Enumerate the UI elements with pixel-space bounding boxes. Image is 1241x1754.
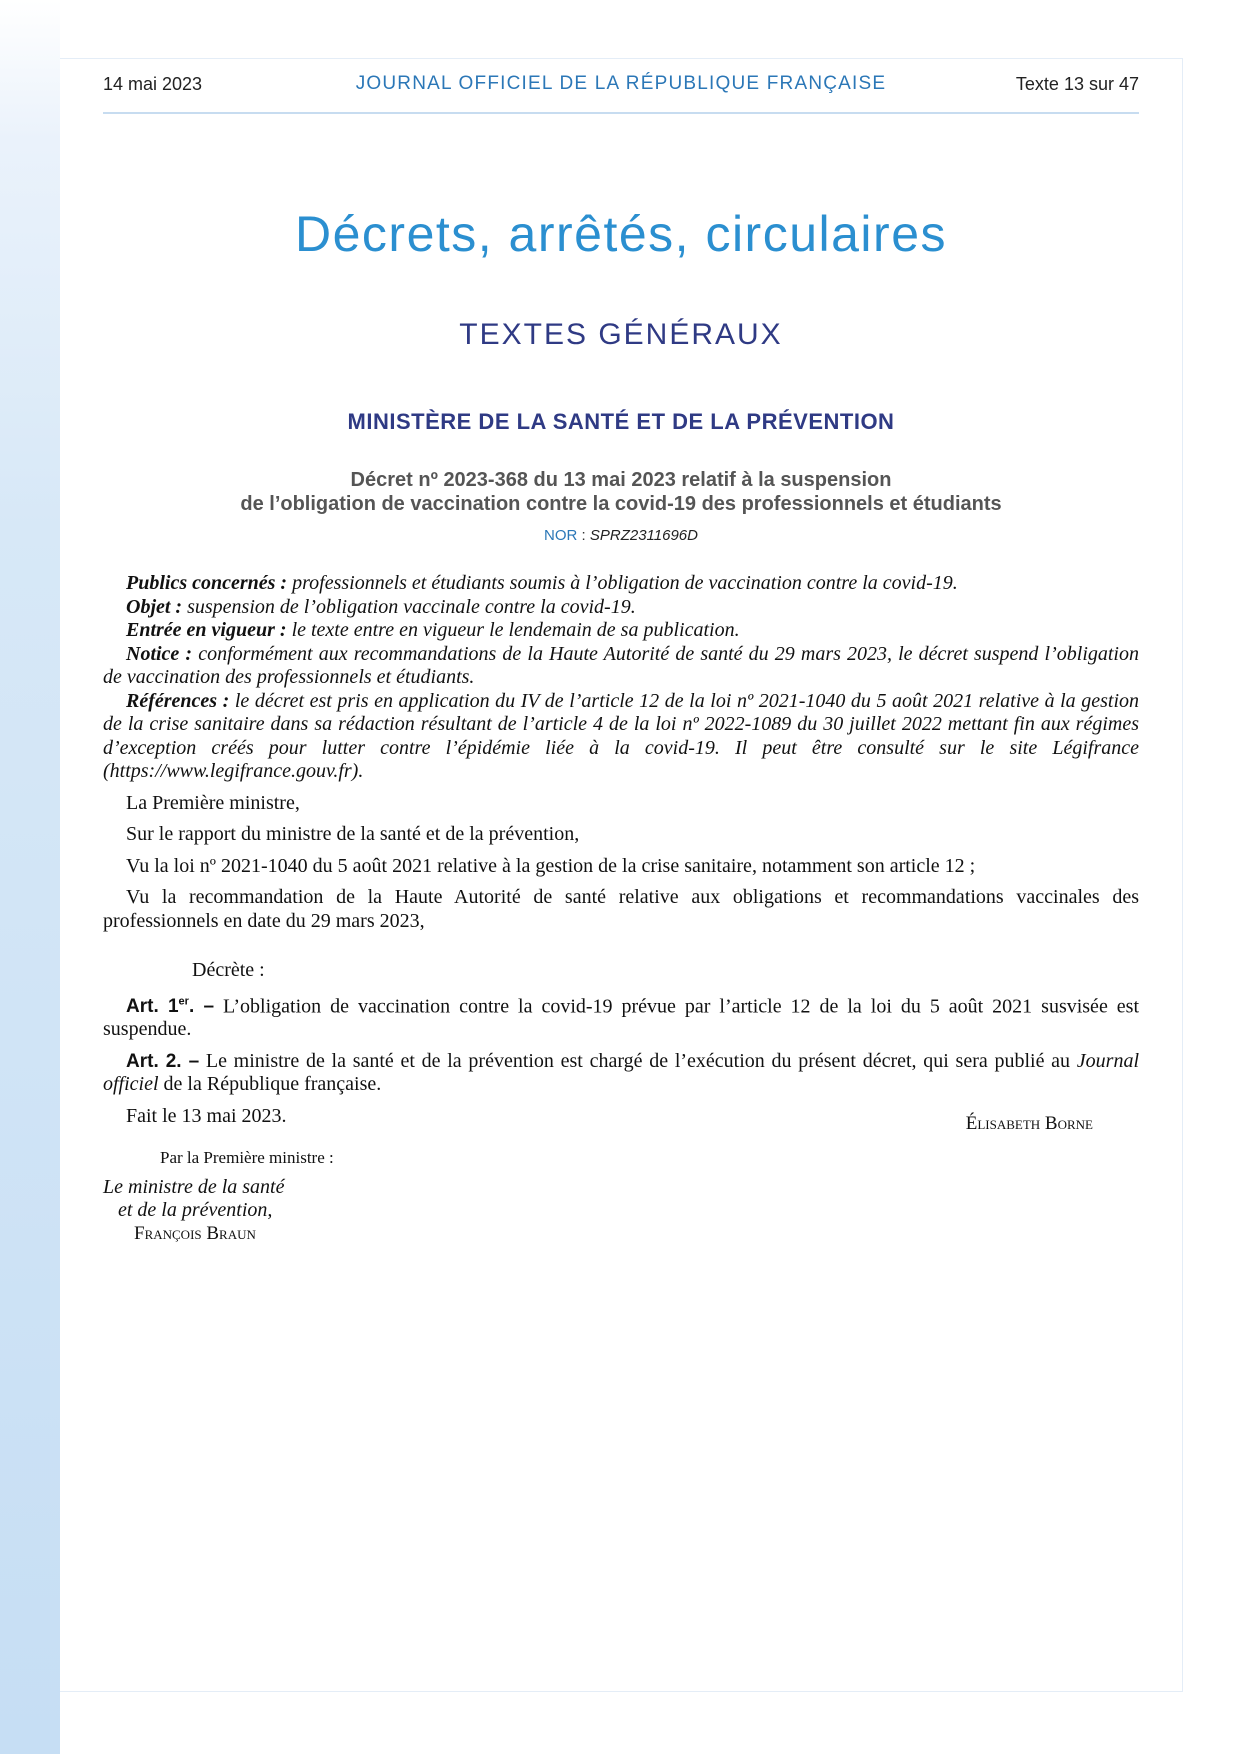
article-2-text-before: Le ministre de la santé et de la prévention est chargé de l’exécution du présent décret, qui sera publié au <box>199 1049 1077 1072</box>
par-la-premiere-ministre: Par la Première ministre : <box>160 1148 334 1167</box>
notice-entree <box>103 619 1139 643</box>
header-date: 14 mai 2023 <box>103 74 203 94</box>
nor-code: SPRZ2311696D <box>589 527 698 544</box>
article-2-text-after: de la République française. <box>158 1073 382 1096</box>
decree-body <box>103 572 1139 1128</box>
header-divider <box>103 112 1139 114</box>
nor-reference <box>103 527 1139 544</box>
header-journal-name: JOURNAL OFFICIEL DE LA RÉPUBLIQUE FRANÇAISE <box>355 73 887 94</box>
references-text: le décret est pris en application du IV de l’article 12 de la loi nº 2021-1040 du 5 août 2021 relative à la gestion de la crise sanitaire dans sa rédaction résultant de l’article 4 de la loi nº 2022-1089 du 30 juillet 2022 mettant fin aux régimes d’exception créés pour lutter contre l’épidémie liée à la covid-19. Il peut être consulté sur le site Légifrance (https://www.legifrance.gouv.fr). <box>103 689 1140 782</box>
page-margin-band <box>0 0 60 1754</box>
decree-title <box>103 468 1139 516</box>
nor-separator: : <box>577 527 590 544</box>
notice-text: conformément aux recommandations de la Haute Autorité de santé du 29 mars 2023, le décret suspend l’obligation de vaccination des professionnels et étudiants. <box>103 642 1139 688</box>
header-text-number: Texte 13 sur 47 <box>1015 74 1139 94</box>
article-1-text: L’obligation de vaccination contre la covid-19 prévue par l’article 12 de la loi du 5 août 2021 susvisée est suspendue. <box>103 994 1139 1041</box>
premiere-ministre-line: La Première ministre, <box>126 791 300 814</box>
ministry-heading: MINISTÈRE DE LA SANTÉ ET DE LA PRÉVENTION <box>347 409 895 434</box>
section-title: Décrets, arrêtés, circulaires <box>295 206 947 262</box>
article-2 <box>103 1050 1139 1097</box>
nor-label: NOR <box>544 527 578 544</box>
page-header <box>103 72 1139 112</box>
rapport-line: Sur le rapport du ministre de la santé et de la prévention, <box>126 823 580 845</box>
article-1-label <box>126 996 214 1017</box>
countersignature <box>103 1176 284 1245</box>
article-2-text-italic: Journal officiel <box>103 1049 1139 1096</box>
notice-publics <box>103 572 1139 596</box>
article-1-label-sup: er <box>178 995 189 1008</box>
entree-text: le texte entre en vigueur le lendemain de sa publication. <box>286 619 740 641</box>
publics-label: Publics concernés : <box>126 572 288 594</box>
decree-title-line-1: Décret nº 2023-368 du 13 mai 2023 relatif à la suspension <box>350 469 892 491</box>
notice-objet <box>103 596 1139 620</box>
article-1 <box>103 991 1139 1042</box>
notice-label: Notice : <box>126 642 193 665</box>
references-label: Références : <box>126 689 230 712</box>
article-1-label-main: Art. 1 <box>126 995 179 1017</box>
fait-le-line: Fait le 13 mai 2023. <box>126 1104 287 1127</box>
publics-text: professionnels et étudiants soumis à l’obligation de vaccination contre la covid-19. <box>287 572 958 594</box>
objet-text: suspension de l’obligation vaccinale contre la covid-19. <box>182 595 636 618</box>
objet-label: Objet : <box>126 595 183 618</box>
article-1-label-end: . – <box>188 995 215 1017</box>
minister-title-line-1: Le ministre de la santé <box>103 1176 285 1198</box>
article-2-label: Art. 2. – <box>126 1050 200 1072</box>
vu-loi-line: Vu la loi nº 2021-1040 du 5 août 2021 relative à la gestion de la crise sanitaire, notamment son article 12 ; <box>126 854 976 877</box>
notice-references <box>103 690 1139 784</box>
prime-minister-signature: Élisabeth Borne <box>965 1113 1093 1134</box>
notice-notice <box>103 643 1139 690</box>
decree-title-line-2: de l’obligation de vaccination contre la covid-19 des professionnels et étudiants <box>240 493 1002 515</box>
section-subtitle: TEXTES GÉNÉRAUX <box>459 318 783 351</box>
entree-label: Entrée en vigueur : <box>126 619 287 641</box>
vu-recommandation-line: Vu la recommandation de la Haute Autorité de santé relative aux obligations et recommandations vaccinales des professionnels en date du 29 mars 2023, <box>103 886 1139 932</box>
decrete-line: Décrète : <box>192 959 265 981</box>
minister-title-line-2: et de la prévention, <box>118 1199 273 1221</box>
minister-name: François Braun <box>134 1223 256 1244</box>
notice-block <box>103 572 1139 784</box>
